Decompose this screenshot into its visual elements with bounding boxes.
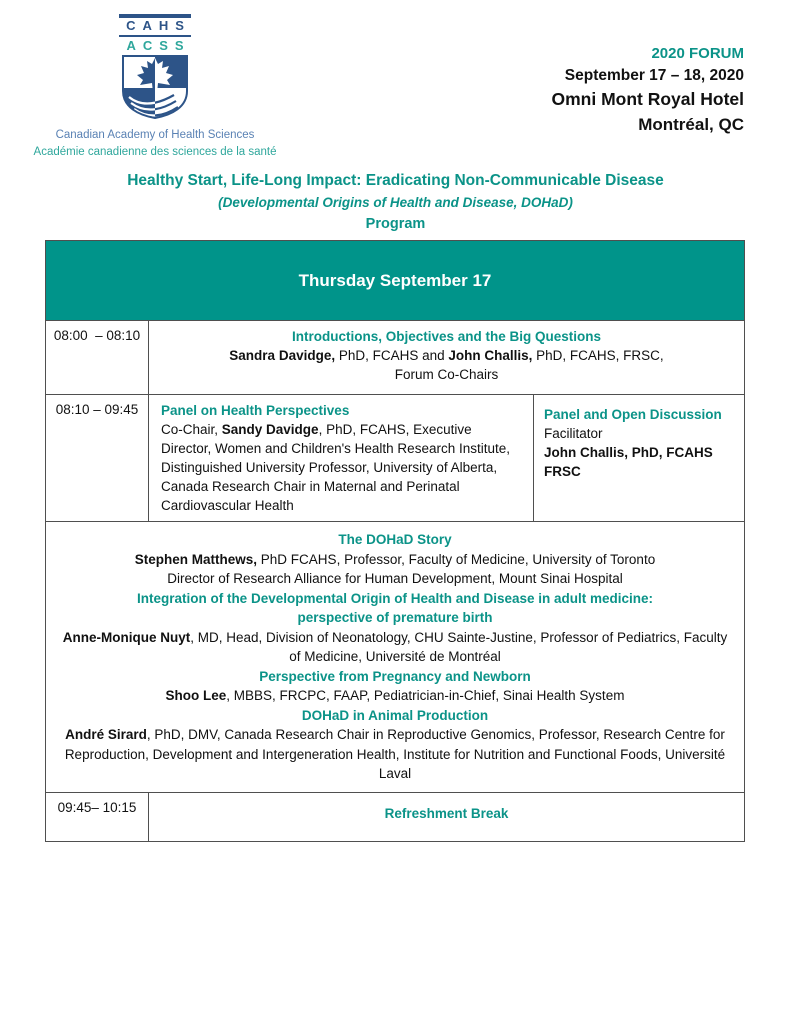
facilitator-label: Facilitator (544, 426, 603, 441)
time-cell: 08:10 – 09:45 (46, 395, 149, 521)
document-title-block (0, 169, 791, 235)
event-masthead (552, 44, 745, 137)
talk-heading: DOHaD in Animal Production (301, 707, 489, 723)
time-cell: 08:00 – 08:10 (46, 321, 149, 394)
logo-divider (119, 35, 191, 37)
org-name-english: Canadian Academy of Health Sciences (55, 129, 255, 141)
discussion-cell (533, 395, 744, 521)
talk-heading: Integration of the Developmental Origin of Health and Disease in adult medicine: (136, 590, 654, 606)
org-name-french: Académie canadienne des sciences de la santé (33, 146, 277, 158)
panel-heading: Panel on Health Perspectives (161, 403, 350, 418)
cahs-logo (30, 14, 280, 159)
program-label: Program (365, 216, 426, 232)
discussion-heading: Panel and Open Discussion (544, 407, 722, 422)
talk-speaker: Stephen Matthews, PhD FCAHS, Professor, Faculty of Medicine, University of Toronto (134, 551, 656, 567)
session-heading: Introductions, Objectives and the Big Questions (291, 329, 602, 344)
document-title: Healthy Start, Life-Long Impact: Eradicating Non-Communicable Disease (127, 172, 664, 189)
talk-speaker-line2: Director of Research Alliance for Human Development, Mount Sinai Hospital (167, 571, 623, 586)
panel-co-chair: Co-Chair, Sandy Davidge, PhD, FCAHS, Executive Director, Women and Children's Health Research Institute, Distinguished University Professor, University of Alberta, Canada Research Chair in Maternal and Perinatal Cardiovascular Health (161, 422, 510, 513)
break-label: Refreshment Break (384, 805, 509, 821)
talk-speaker: Anne-Monique Nuyt, MD, Head, Division of Neonatology, CHU Sainte-Justine, Professor of Pediatrics, Faculty of Medicine, Université de Montréal (62, 629, 728, 664)
session-cell (149, 321, 744, 394)
session-speakers: Sandra Davidge, PhD, FCAHS and John Challis, PhD, FCAHS, FRSC, (229, 348, 664, 363)
cahs-emblem (117, 14, 193, 119)
table-row (46, 321, 744, 395)
logo-acronym-en: CAHS (126, 18, 191, 33)
table-row (46, 522, 744, 793)
talk-heading: Perspective from Pregnancy and Newborn (259, 668, 531, 684)
event-city: Montréal, QC (638, 115, 744, 134)
table-row (46, 793, 744, 841)
day-header: Thursday September 17 (46, 241, 744, 321)
schedule-table (45, 240, 745, 842)
table-row (46, 395, 744, 522)
talks-cell (46, 522, 744, 792)
facilitator-name: John Challis, PhD, FCAHS FRSC (544, 445, 713, 479)
session-role: Forum Co-Chairs (394, 367, 499, 382)
talk-heading: The DOHaD Story (338, 532, 452, 547)
event-venue: Omni Mont Royal Hotel (551, 89, 744, 109)
shield-maple-leaf-icon (122, 55, 188, 119)
event-dates: September 17 – 18, 2020 (564, 67, 744, 84)
break-cell (149, 793, 744, 841)
talk-speaker: Shoo Lee, MBBS, FRCPC, FAAP, Pediatrician-in-Chief, Sinai Health System (165, 688, 625, 703)
talk-heading: perspective of premature birth (297, 610, 493, 625)
forum-label: 2020 FORUM (651, 45, 744, 62)
logo-acronym-fr: ACSS (126, 38, 191, 53)
panel-cell (149, 395, 533, 521)
talk-speaker: André Sirard, PhD, DMV, Canada Research Chair in Reproductive Genomics, Professor, Research Centre for Reproduction, Development and Intergeneration Health, Institute for Nutrition and Functional Foods, Université Laval (64, 727, 726, 781)
time-cell: 09:45– 10:15 (46, 793, 149, 841)
document-subtitle: (Developmental Origins of Health and Disease, DOHaD) (218, 195, 573, 210)
